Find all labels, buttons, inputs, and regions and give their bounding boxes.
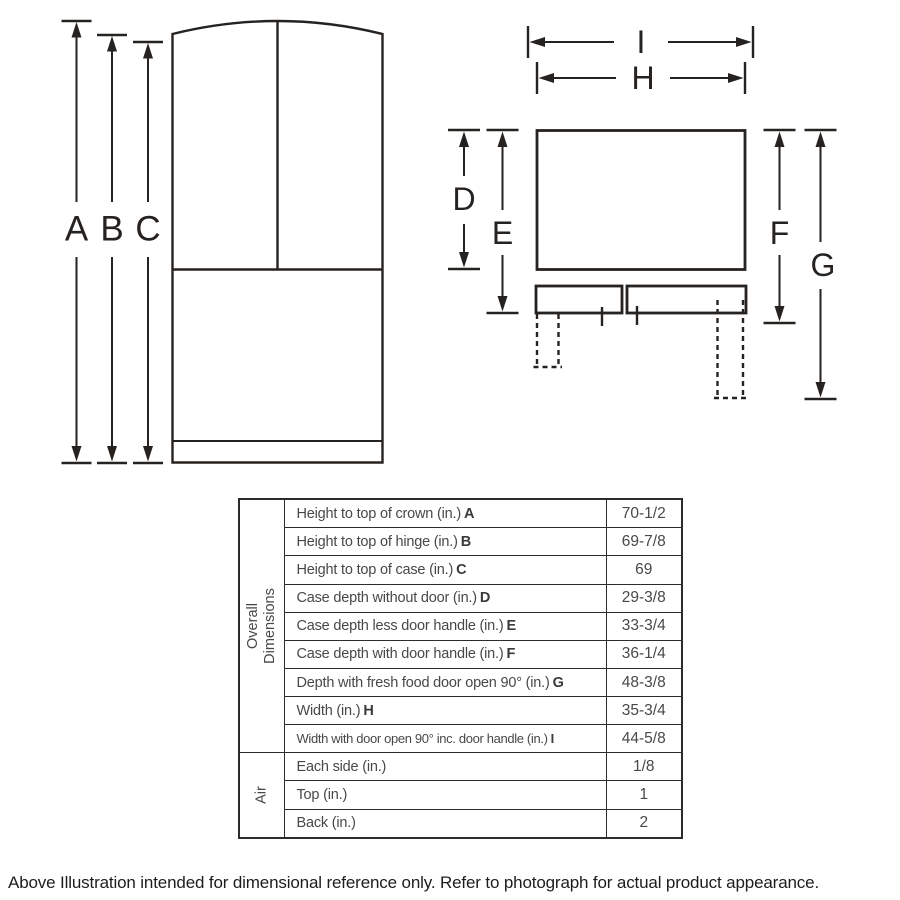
group-label-air xyxy=(253,786,270,804)
dimension-label-cell xyxy=(284,753,606,781)
dimension-label: Case depth with door handle (in.) xyxy=(296,646,504,663)
dimension-label: Width with door open 90° inc. door handle (in.) xyxy=(296,731,548,747)
table-row xyxy=(239,612,682,640)
dimension-key: A xyxy=(463,505,475,522)
table-row xyxy=(239,528,682,556)
table-row xyxy=(239,556,682,584)
dimension-key: G xyxy=(552,674,564,691)
dim-i-left-arrow xyxy=(530,37,546,47)
case-top-view xyxy=(537,131,745,270)
table-row xyxy=(239,499,682,528)
top-view xyxy=(534,131,747,399)
dim-d-up-arrow xyxy=(459,132,469,148)
dim-c xyxy=(133,42,163,463)
right-door-top-view xyxy=(627,286,746,313)
dimension-value-cell: 44-5/8 xyxy=(606,725,682,753)
table-row xyxy=(239,809,682,838)
dim-d-down-arrow xyxy=(459,252,469,268)
dim-f-down-arrow xyxy=(775,306,785,322)
dim-label-a: A xyxy=(64,209,89,249)
table-row xyxy=(239,640,682,668)
group-cell-overall-dimensions xyxy=(239,499,284,753)
table-row xyxy=(239,725,682,753)
front-view xyxy=(173,21,383,463)
dim-label-g: G xyxy=(810,247,836,283)
dim-e-up-arrow xyxy=(498,132,508,148)
dim-a-down-arrow xyxy=(72,446,82,462)
dimension-value-cell: 36-1/4 xyxy=(606,640,682,668)
footnote-text: Above Illustration intended for dimensional reference only. Refer to photograph for actual product appearance. xyxy=(8,873,820,892)
dimension-key: B xyxy=(460,533,472,550)
dim-g-down-arrow xyxy=(816,382,826,398)
table-row xyxy=(239,781,682,809)
dimension-label: Height to top of crown (in.) xyxy=(296,505,461,522)
dimension-label: Width (in.) xyxy=(296,702,361,719)
dimension-key: C xyxy=(456,562,467,579)
dimension-key: D xyxy=(479,590,491,607)
dimension-key: I xyxy=(550,731,554,747)
dimension-label-cell xyxy=(284,640,606,668)
dimension-value-cell: 1 xyxy=(606,781,682,809)
dimension-key: H xyxy=(363,702,374,719)
dim-h-left-arrow xyxy=(539,73,555,83)
dim-label-d: D xyxy=(452,181,476,217)
left-door-top-view xyxy=(536,286,622,313)
dimension-label-cell xyxy=(284,781,606,809)
dimension-value-cell: 1/8 xyxy=(606,753,682,781)
dimension-key: E xyxy=(506,618,516,635)
dimension-label-cell xyxy=(284,612,606,640)
dimension-value-cell: 69-7/8 xyxy=(606,528,682,556)
dim-i-right-arrow xyxy=(736,37,752,47)
group-cell-air xyxy=(239,753,284,838)
dimension-label-cell xyxy=(284,556,606,584)
dimension-key: F xyxy=(506,646,516,663)
dim-b-down-arrow xyxy=(107,446,117,462)
dimension-label: Back (in.) xyxy=(296,815,356,832)
dimension-label-cell xyxy=(284,499,606,528)
dim-c-up-arrow xyxy=(143,43,153,59)
table-row xyxy=(239,697,682,725)
dimension-label-cell xyxy=(284,528,606,556)
dimension-label: Each side (in.) xyxy=(296,758,387,775)
dimension-label-cell xyxy=(284,725,606,753)
dim-b-up-arrow xyxy=(107,36,117,52)
dimension-label: Top (in.) xyxy=(296,787,348,804)
dim-h-right-arrow xyxy=(728,73,744,83)
dimension-value-cell: 70-1/2 xyxy=(606,499,682,528)
right-door-swing-dashed xyxy=(714,300,747,398)
dim-c-down-arrow xyxy=(143,446,153,462)
dim-label-h: H xyxy=(631,60,655,96)
dim-label-b: B xyxy=(100,209,124,249)
dim-label-f: F xyxy=(769,215,790,251)
dimension-label: Case depth without door (in.) xyxy=(296,590,477,607)
dim-label-i: I xyxy=(636,24,646,60)
dimension-label: Depth with fresh food door open 90° (in.) xyxy=(296,674,550,691)
dimension-spec-table xyxy=(238,498,683,839)
dimension-label-cell xyxy=(284,809,606,838)
dim-label-c: C xyxy=(135,209,161,249)
group-line: Overall xyxy=(244,603,261,650)
dimension-label-cell xyxy=(284,668,606,696)
dimension-value-cell: 69 xyxy=(606,556,682,584)
dim-label-e: E xyxy=(491,215,514,251)
dim-e-down-arrow xyxy=(498,296,508,312)
table-row xyxy=(239,753,682,781)
dimension-value-cell: 2 xyxy=(606,809,682,838)
dimension-label: Height to top of case (in.) xyxy=(296,562,454,579)
dim-g-up-arrow xyxy=(816,132,826,148)
dim-f-up-arrow xyxy=(775,132,785,148)
dim-b xyxy=(97,35,127,463)
dimension-label-cell xyxy=(284,584,606,612)
dimension-label: Case depth less door handle (in.) xyxy=(296,618,504,635)
dimension-value-cell: 48-3/8 xyxy=(606,668,682,696)
dimension-value-cell: 29-3/8 xyxy=(606,584,682,612)
left-door-swing-dashed xyxy=(534,314,563,367)
dim-a-up-arrow xyxy=(72,22,82,38)
table-row xyxy=(239,584,682,612)
dimension-value-cell: 33-3/4 xyxy=(606,612,682,640)
dimension-value-cell: 35-3/4 xyxy=(606,697,682,725)
table-row xyxy=(239,668,682,696)
group-line: Air xyxy=(253,786,270,805)
dimension-label: Height to top of hinge (in.) xyxy=(296,533,458,550)
group-label-overall-dimensions xyxy=(245,588,279,664)
group-line: Dimensions xyxy=(261,588,278,665)
dimension-label-cell xyxy=(284,697,606,725)
